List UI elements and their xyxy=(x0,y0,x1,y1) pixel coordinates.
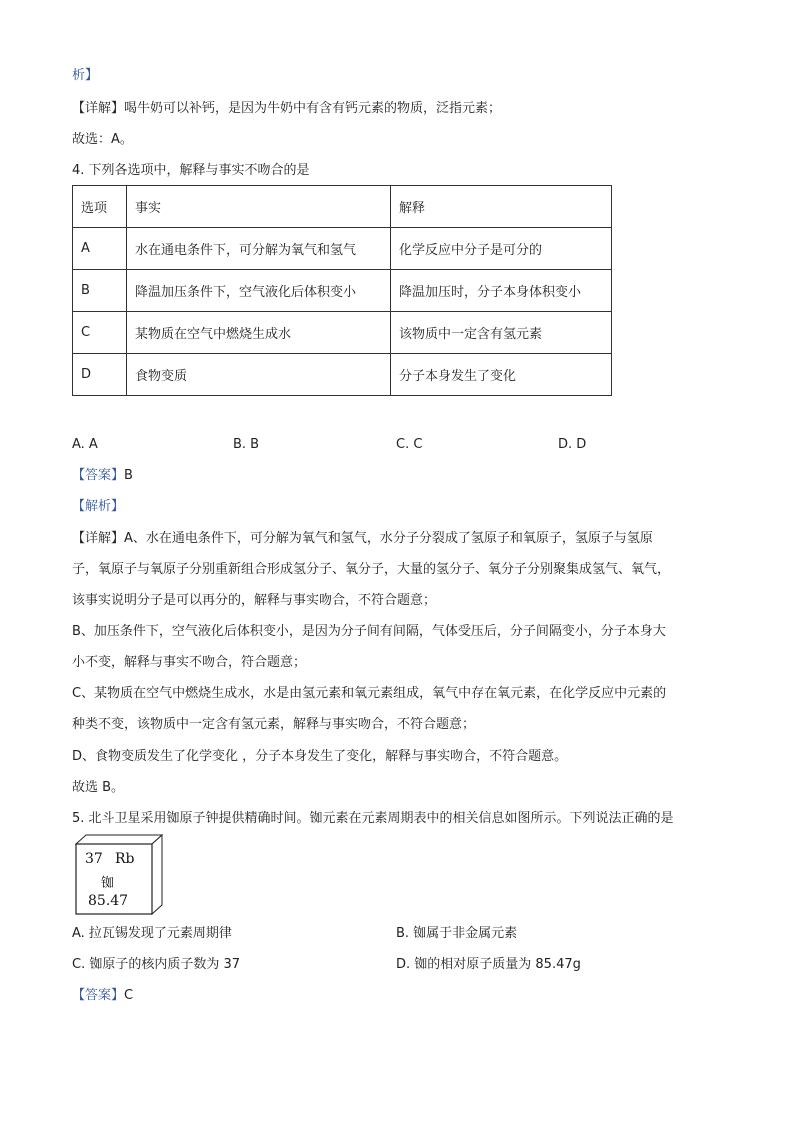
q4-detail-line: 种类不变，该物质中一定含有氢元素，解释与事实吻合，不符合题意； xyxy=(72,717,476,732)
element-name: 铷 xyxy=(101,876,115,891)
q5-option-c: C. 铷原子的核内质子数为 37 xyxy=(72,957,241,972)
q4-conclusion: 故选 B。 xyxy=(72,780,125,795)
q4-detail-line: 小不变，解释与事实不吻合，符合题意； xyxy=(72,655,307,670)
table-cell: 化学反应中分子是可分的 xyxy=(391,228,612,270)
q4-option-a: A. A xyxy=(72,437,98,452)
q4-detail-line: 子，氧原子与氧原子分别重新组合形成氢分子、氧分子，大量的氢分子、氧分子分别聚集成氢气、氧气， xyxy=(72,562,671,577)
q4-detail-line: C、某物质在空气中燃烧生成水，水是由氢元素和氧元素组成，氧气中存在氧元素，在化学反应中元素的 xyxy=(72,686,667,701)
table-cell: 水在通电条件下，可分解为氧气和氢气 xyxy=(127,228,391,270)
q4-table xyxy=(72,185,612,396)
q5-option-a: A. 拉瓦锡发现了元素周期律 xyxy=(72,926,232,941)
table-header-cell: 选项 xyxy=(73,186,127,228)
table-row xyxy=(73,354,612,396)
q4-option-d: D. D xyxy=(558,437,587,452)
table-row xyxy=(73,270,612,312)
q4-analysis-heading: 【解析】 xyxy=(72,499,125,514)
table-cell: 降温加压时，分子本身体积变小 xyxy=(391,270,612,312)
q4-option-c: C. C xyxy=(396,437,423,452)
table-header-cell: 事实 xyxy=(127,186,391,228)
table-cell: C xyxy=(73,312,127,354)
q5-option-b: B. 铷属于非金属元素 xyxy=(396,926,518,941)
answer-tag: 【答案】 xyxy=(72,468,125,483)
q5-option-d: D. 铷的相对原子质量为 85.47g xyxy=(396,957,581,972)
element-symbol: Rb xyxy=(115,851,135,867)
table-header-row xyxy=(73,186,612,228)
q4-detail-line: 【详解】A、水在通电条件下，可分解为氧气和氢气，水分子分裂成了氢原子和氧原子，氢原子与氢原 xyxy=(72,531,653,546)
prev-conclusion: 故选：A。 xyxy=(72,132,133,147)
table-cell: B xyxy=(73,270,127,312)
q5-answer xyxy=(72,986,133,1006)
analysis-tail: 析】 xyxy=(72,68,99,83)
table-cell: 食物变质 xyxy=(127,354,391,396)
table-cell: 降温加压条件下，空气液化后体积变小 xyxy=(127,270,391,312)
detail-tag: 【详解】 xyxy=(72,531,125,546)
answer-value: C xyxy=(124,988,134,1003)
table-cell: D xyxy=(73,354,127,396)
element-cell-figure xyxy=(75,834,163,916)
table-row xyxy=(73,312,612,354)
answer-value: B xyxy=(124,468,133,483)
detail-body: 喝牛奶可以补钙，是因为牛奶中有含有钙元素的物质，泛指元素； xyxy=(124,101,502,116)
q4-detail-line: B、加压条件下，空气液化后体积变小，是因为分子间有间隔，气体受压后，分子间隔变小，分子本身大 xyxy=(72,624,666,639)
atomic-mass: 85.47 xyxy=(88,893,129,909)
q4-detail-line: 该事实说明分子是可以再分的，解释与事实吻合，不符合题意； xyxy=(72,593,437,608)
atomic-number: 37 xyxy=(85,851,103,867)
q4-option-b: B. B xyxy=(233,437,260,452)
q5-stem: 5. 北斗卫星采用铷原子钟提供精确时间。铷元素在元素周期表中的相关信息如图所示。下列说法正确的是 xyxy=(72,811,674,826)
table-cell: A xyxy=(73,228,127,270)
table-cell: 分子本身发生了变化 xyxy=(391,354,612,396)
detail-tag: 【详解】 xyxy=(72,101,125,116)
q4-detail-line: D、食物变质发生了化学变化 ，分子本身发生了变化，解释与事实吻合，不符合题意。 xyxy=(72,749,568,764)
prev-detail xyxy=(72,99,501,119)
answer-tag: 【答案】 xyxy=(72,988,125,1003)
q4-answer xyxy=(72,466,133,486)
q4-stem: 4. 下列各选项中，解释与事实不吻合的是 xyxy=(72,163,310,178)
table-cell: 该物质中一定含有氢元素 xyxy=(391,312,612,354)
table-cell: 某物质在空气中燃烧生成水 xyxy=(127,312,391,354)
table-row xyxy=(73,228,612,270)
table-header-cell: 解释 xyxy=(391,186,612,228)
